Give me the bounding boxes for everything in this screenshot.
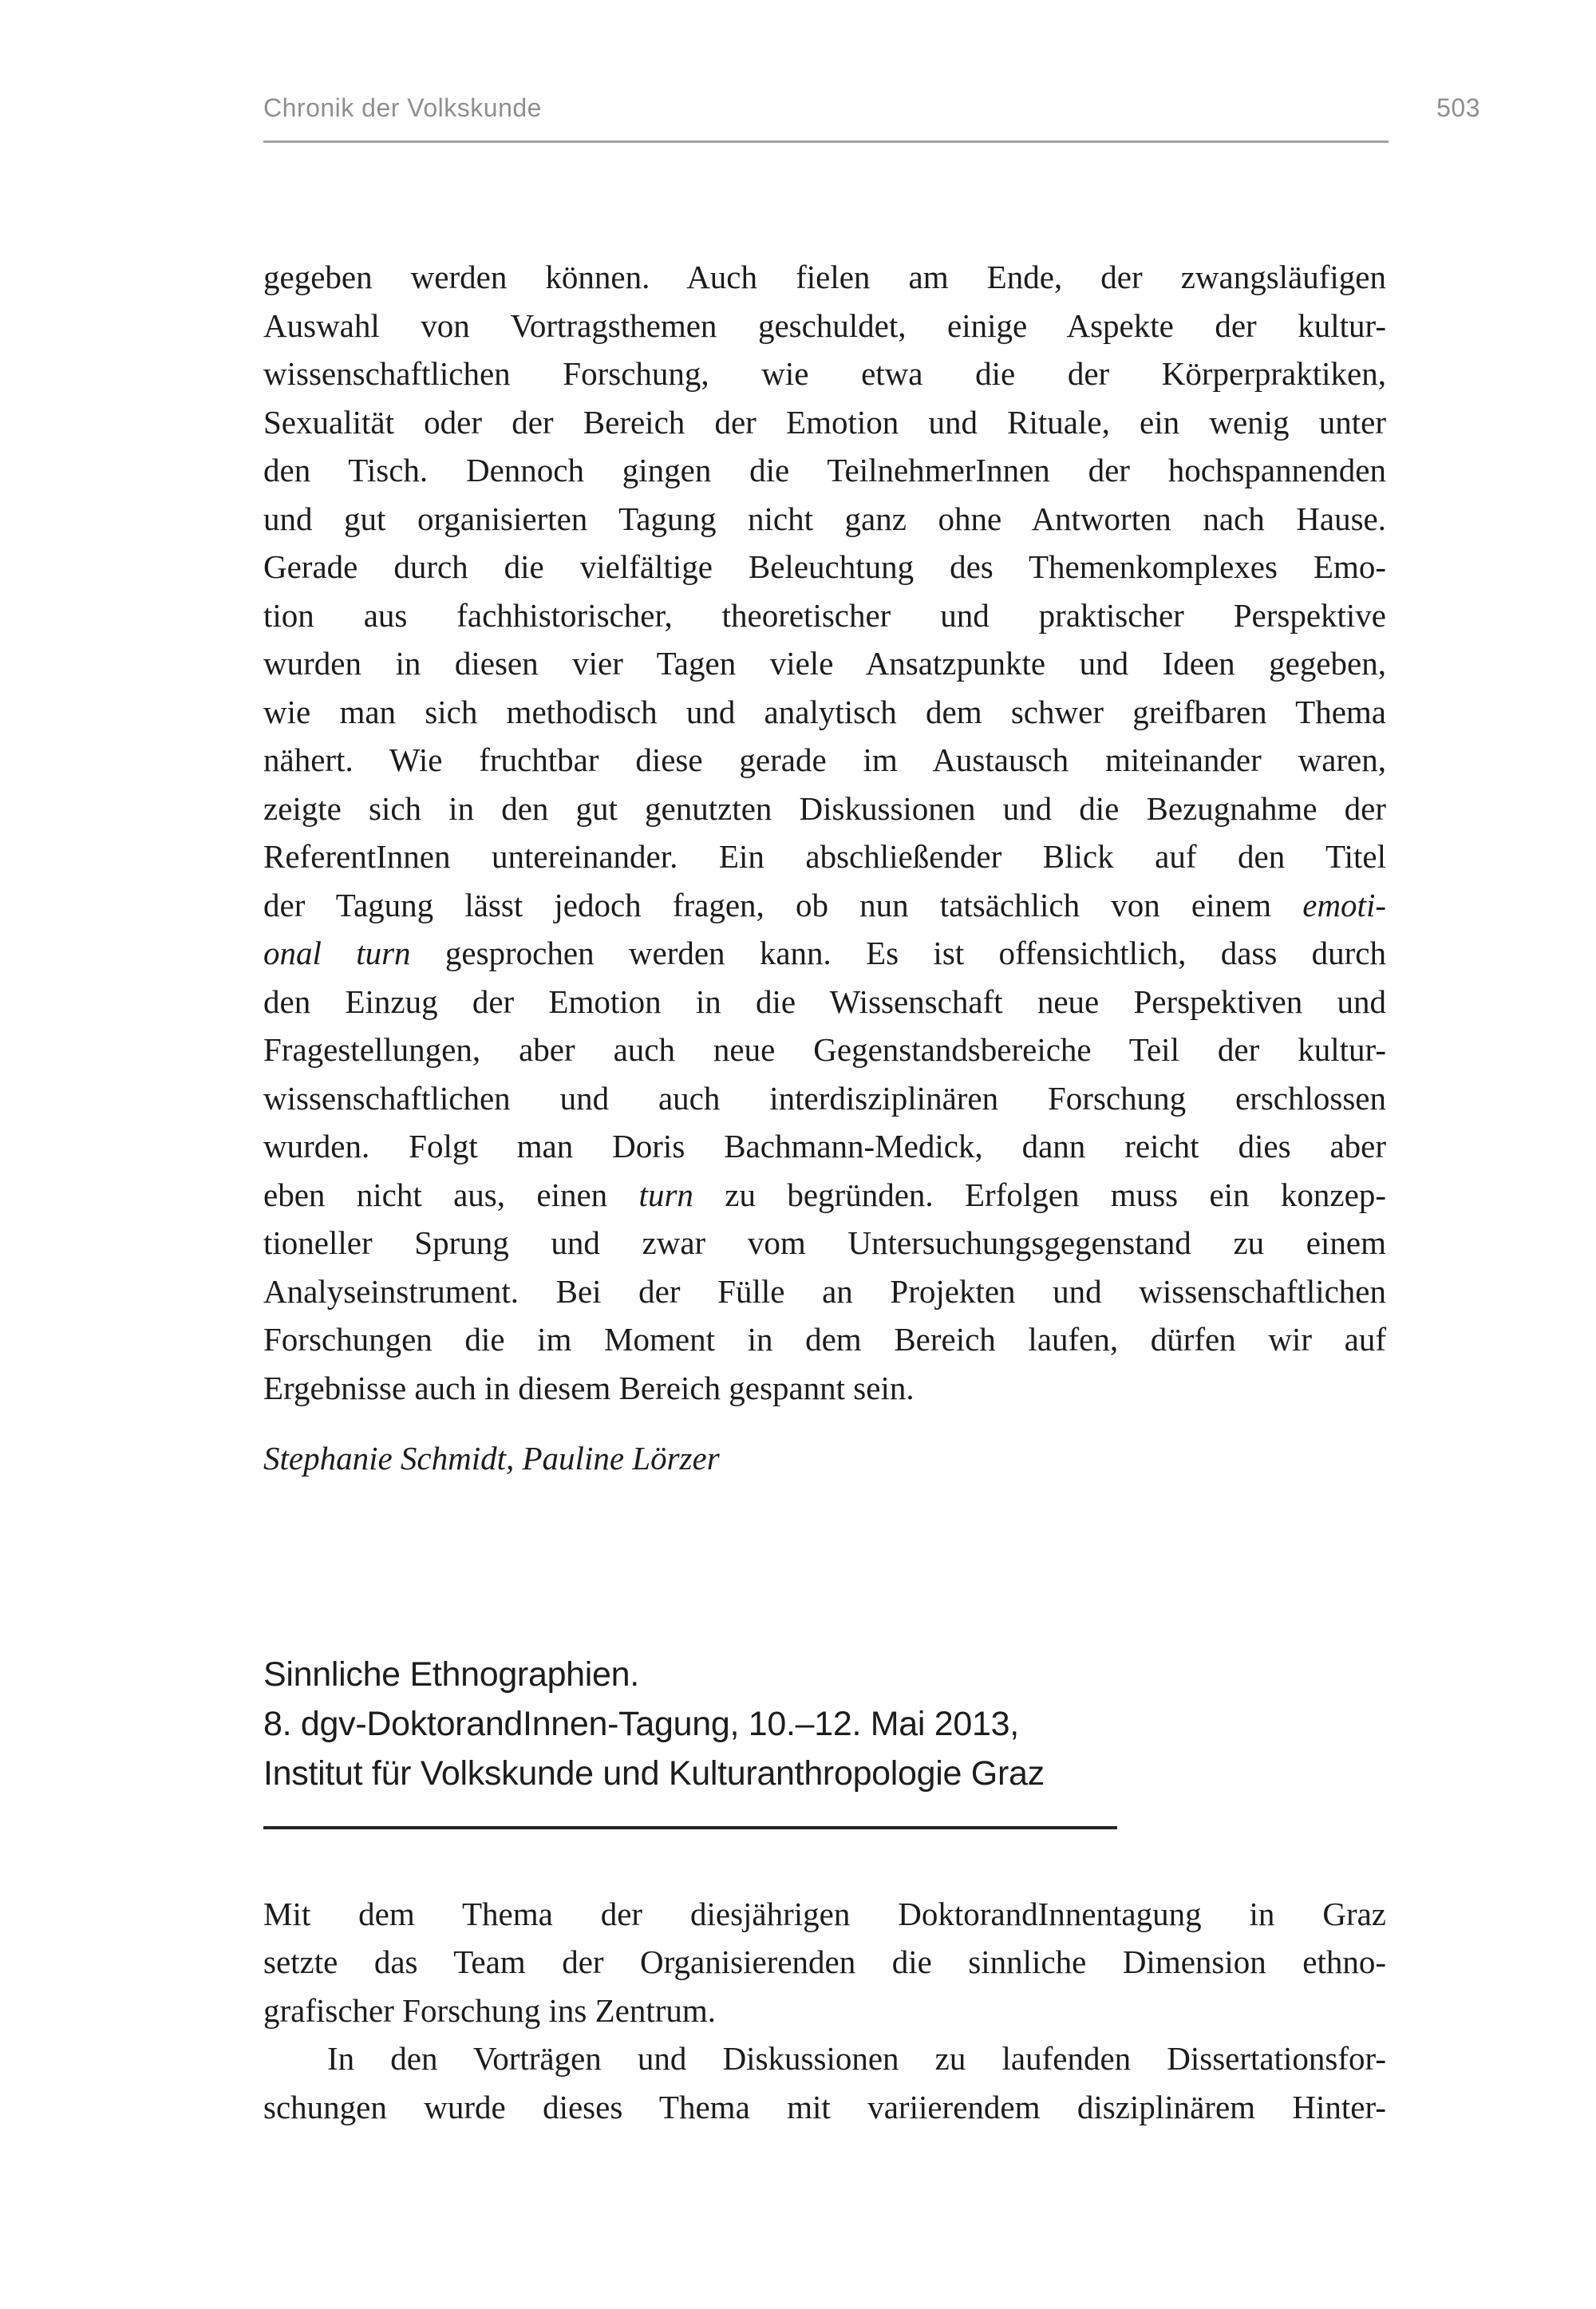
text-line: Fragestellungen, aber auch neue Gegenstandsbereiche Teil der kultur- bbox=[263, 1031, 1386, 1068]
italic-text: onal turn bbox=[263, 935, 411, 971]
text-line: onal turn gesprochen werden kann. Es ist offensichtlich, dass durch bbox=[263, 935, 1386, 971]
text-line: gegeben werden können. Auch fielen am Ende, der zwangsläufigen bbox=[263, 259, 1386, 295]
section-heading-line: Sinnliche Ethnographien. bbox=[263, 1655, 639, 1694]
section-rule bbox=[263, 1826, 1117, 1829]
text-column bbox=[263, 253, 1386, 2131]
section-heading bbox=[263, 1650, 1386, 1798]
text-line: eben nicht aus, einen turn zu begründen. Erfolgen muss ein konzep- bbox=[263, 1176, 1386, 1213]
text-line: Auswahl von Vortragsthemen geschuldet, einige Aspekte der kultur- bbox=[263, 306, 1386, 344]
paragraph bbox=[263, 2034, 1386, 2131]
header-rule bbox=[263, 140, 1389, 143]
text-line: wissenschaftlichen Forschung, wie etwa die der Körperpraktiken, bbox=[263, 355, 1386, 392]
paragraph bbox=[263, 1890, 1386, 2035]
text-line: der Tagung lässt jedoch fragen, ob nun tatsächlich von einem emoti- bbox=[263, 886, 1386, 923]
italic-text: turn bbox=[638, 1176, 693, 1213]
text-line: wurden. Folgt man Doris Bachmann-Medick, dann reicht dies aber bbox=[263, 1128, 1386, 1164]
text-line: tioneller Sprung und zwar vom Untersuchungsgegenstand zu einem bbox=[263, 1224, 1386, 1261]
paragraph bbox=[263, 253, 1386, 1412]
text-line: grafischer Forschung ins Zentrum. bbox=[263, 1991, 717, 2029]
section-heading-line: Institut für Volkskunde und Kulturanthropologie Graz bbox=[263, 1753, 1045, 1793]
text-line: zeigte sich in den gut genutzten Diskussionen und die Bezugnahme der bbox=[263, 789, 1386, 827]
text-line: wissenschaftlichen und auch interdisziplinären Forschung erschlossen bbox=[263, 1079, 1386, 1117]
italic-text: emoti- bbox=[1302, 886, 1386, 923]
text-line: Gerade durch die vielfältige Beleuchtung des Themenkomplexes Emo- bbox=[263, 548, 1386, 585]
text-line: den Einzug der Emotion in die Wissenschaft neue Perspektiven und bbox=[263, 983, 1386, 1020]
page-number: 503 bbox=[1436, 93, 1480, 122]
text-line: Mit dem Thema der diesjährigen DoktorandInnentagung in Graz bbox=[263, 1895, 1386, 1932]
byline: Stephanie Schmidt, Pauline Lörzer bbox=[263, 1440, 720, 1477]
text-line: Ergebnisse auch in diesem Bereich gespannt sein. bbox=[263, 1369, 915, 1406]
text-line: und gut organisierten Tagung nicht ganz ohne Antworten nach Hause. bbox=[263, 500, 1386, 537]
text-line: den Tisch. Dennoch gingen die TeilnehmerInnen der hochspannenden bbox=[263, 452, 1386, 488]
text-line: Analyseinstrument. Bei der Fülle an Projekten und wissenschaftlichen bbox=[263, 1272, 1386, 1310]
text-line: In den Vorträgen und Diskussionen zu laufenden Dissertationsfor- bbox=[327, 2040, 1386, 2077]
text-line: Sexualität oder der Bereich der Emotion und Rituale, ein wenig unter bbox=[263, 403, 1386, 441]
section-heading-line: 8. dgv-DoktorandInnen-Tagung, 10.–12. Mai 2013, bbox=[263, 1704, 1019, 1743]
text-line: ReferentInnen untereinander. Ein abschließender Blick auf den Titel bbox=[263, 838, 1386, 875]
text-line: setzte das Team der Organisierenden die sinnliche Dimension ethno- bbox=[263, 1943, 1386, 1980]
closing-article-paragraphs bbox=[263, 253, 1386, 1412]
article-paragraphs bbox=[263, 1890, 1386, 2132]
text-line: tion aus fachhistorischer, theoretischer und praktischer Perspektive bbox=[263, 596, 1386, 634]
running-header-title: Chronik der Volkskunde bbox=[263, 93, 542, 122]
text-line: Forschungen die im Moment in dem Bereich laufen, dürfen wir auf bbox=[263, 1321, 1386, 1358]
running-header bbox=[263, 94, 1480, 121]
text-line: wurden in diesen vier Tagen viele Ansatzpunkte und Ideen gegeben, bbox=[263, 645, 1386, 682]
text-line: schungen wurde dieses Thema mit variierendem disziplinärem Hinter- bbox=[263, 2088, 1386, 2125]
text-line: nähert. Wie fruchtbar diese gerade im Austausch miteinander waren, bbox=[263, 741, 1386, 778]
text-line: wie man sich methodisch und analytisch dem schwer greifbaren Thema bbox=[263, 693, 1386, 730]
